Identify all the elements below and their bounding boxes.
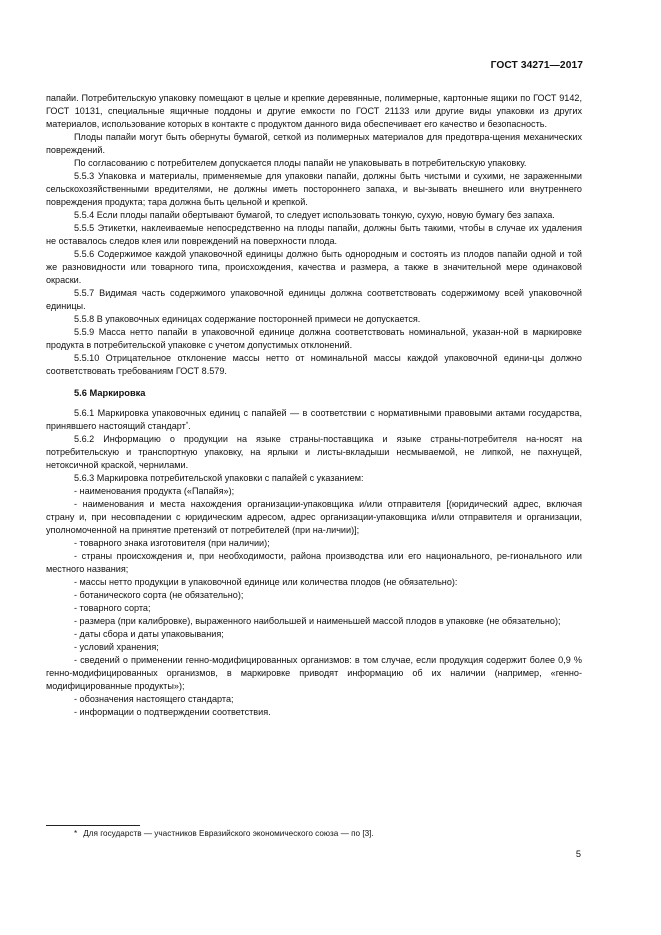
section-title: 5.6 Маркировка (74, 388, 146, 398)
paragraph-5-5-7: 5.5.7 Видимая часть содержимого упаковочной единицы должна соответствовать содержимому всей упаковочной единицы. (46, 288, 582, 311)
paragraph-5-5-9: 5.5.9 Масса нетто папайи в упаковочной единице должна соответствовать номинальной, указан-ной в маркировке продукта в потребительской упаковке с учетом допустимых отклонений. (46, 327, 582, 350)
list-item: - обозначения настоящего стандарта; (74, 694, 234, 704)
paragraph: Плоды папайи могут быть обернуты бумагой, сеткой из полимерных материалов для предотвра-щения механических повреждений. (46, 132, 582, 155)
paragraph-5-5-6: 5.5.6 Содержимое каждой упаковочной единицы должно быть однородным и состоять из плодов папайи одной и той же разновидности или товарного типа, происхождения, качества и размера, а также в значительной мере одинаковой окраски. (46, 249, 582, 285)
paragraph: По согласованию с потребителем допускается плоды папайи не упаковывать в потребительскую упаковку. (74, 158, 527, 168)
footnote-reference: * (185, 422, 189, 428)
list-item: - наименования продукта («Папайя»); (74, 486, 235, 496)
paragraph-5-6-1 (46, 407, 582, 433)
paragraph-5-5-5: 5.5.5 Этикетки, наклеиваемые непосредственно на плоды папайи, должны быть такими, чтобы в случае их удаления не оставалось следов клея или повреждений на поверхности плода. (46, 223, 582, 246)
paragraph-5-6-1-text: 5.6.1 Маркировка упаковочных единиц с папайей — в соответствии с нормативными правовыми актами государства, принявшего настоящий стандарт (46, 408, 582, 431)
list-item: - даты сбора и даты упаковывания; (74, 629, 224, 639)
paragraph-5-6-2: 5.6.2 Информацию о продукции на языке страны-поставщика и языке страны-потребителя на-носят на потребительскую и транспортную упаковку, на ярлыки и листы-вкладыши несмываемой, не липкой, не пахнущей, нетоксичной краской, чернилами. (46, 434, 582, 470)
list-item: - сведений о применении генно-модифицированных организмов: в том случае, если продукция содержит более 0,9 % генно-модифицированных организмов, в маркировке приводят информацию об их наличии (например, «генно-модифицированные продукты»); (46, 655, 582, 691)
footnote (74, 829, 374, 838)
standard-header: ГОСТ 34271—2017 (490, 60, 583, 71)
paragraph: папайи. Потребительскую упаковку помещают в целые и крепкие деревянные, полимерные, картонные ящики по ГОСТ 9142, ГОСТ 10131, специальные ящичные поддоны и другие емкости по ГОСТ 21133 или другие виды упаковки из других материалов, использование которых в контакте с продуктом данного вида обеспечивает его качество и безопасность. (46, 93, 582, 129)
list-item: - условий хранения; (74, 642, 159, 652)
paragraph-5-6-3: 5.6.3 Маркировка потребительской упаковки с папайей с указанием: (74, 473, 364, 483)
list-item: - страны происхождения и, при необходимости, района производства или его национального, ре-гионального или местного названия; (46, 551, 582, 574)
list-item: - ботанического сорта (не обязательно); (74, 590, 244, 600)
list-item: - наименования и места нахождения организации-упаковщика и/или отправителя [(юридический адрес, включая страну и, при несовпадении с юридическим адресом, адрес организации-упаковщика и/или отправителя и организации, уполномоченной на принятие претензий от потребителей (при на-личии)]; (46, 499, 582, 535)
paragraph-5-5-8: 5.5.8 В упаковочных единицах содержание посторонней примеси не допускается. (74, 314, 421, 324)
list-item: - товарного сорта; (74, 603, 151, 613)
footnote-text: Для государств — участников Евразийского экономического союза — по [3]. (83, 829, 374, 838)
document-body (46, 92, 582, 719)
list-item: - товарного знака изготовителя (при наличии); (74, 538, 270, 548)
paragraph-5-5-3: 5.5.3 Упаковка и материалы, применяемые для упаковки папайи, должны быть чистыми и сухими, не зараженными сельскохозяйственными вредителями, не должны иметь постороннего запаха, и вы-зывать внешнего или внутреннего повреждения продукта; тара должна быть цельной и крепкой. (46, 171, 582, 207)
paragraph-5-6-1-end: . (188, 421, 191, 431)
footnote-separator (46, 825, 140, 826)
page-number: 5 (575, 849, 581, 859)
list-item: - информации о подтверждении соответствия. (74, 707, 271, 717)
footnote-mark: * (74, 829, 78, 838)
paragraph-5-5-4: 5.5.4 Если плоды папайи обертывают бумагой, то следует использовать тонкую, сухую, новую бумагу без запаха. (74, 210, 555, 220)
paragraph-5-5-10: 5.5.10 Отрицательное отклонение массы нетто от номинальной массы каждой упаковочной едини-цы должно соответствовать требованиям ГОСТ 8.579. (46, 353, 582, 376)
list-item: - размера (при калибровке), выраженного наибольшей и наименьшей массой плодов в упаковке (не обязательно); (74, 616, 561, 626)
list-item: - массы нетто продукции в упаковочной единице или количества плодов (не обязательно): (74, 577, 458, 587)
